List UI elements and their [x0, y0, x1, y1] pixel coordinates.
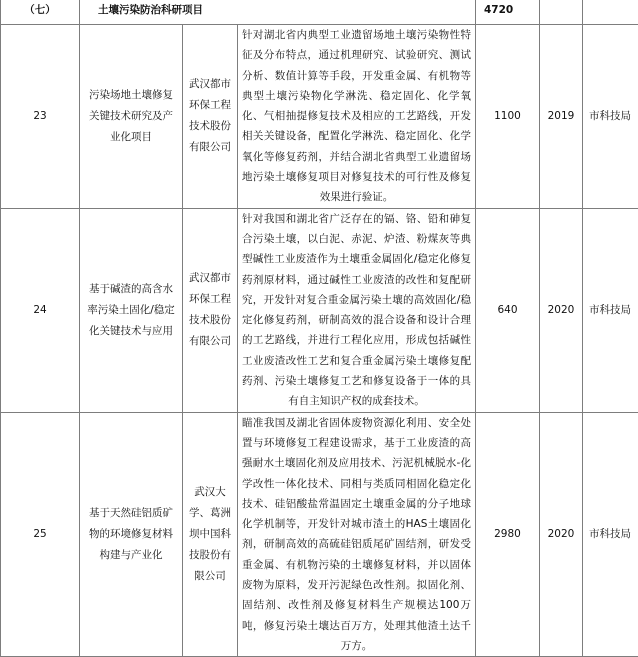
funding-amount: 2980 [476, 412, 540, 657]
table-row [1, 412, 638, 657]
section-header-row [1, 0, 638, 25]
year: 2019 [540, 25, 583, 209]
unit-name: 武汉都市环保工程技术股份有限公司 [183, 25, 238, 209]
row-index: 25 [1, 412, 80, 657]
project-content: 瞄准我国及湖北省固体废物资源化利用、安全处置与环境修复工程建设需求，基于工业废渣的高强耐水土壤固化剂及应用技术、污泥机械脱水-化学改性一体化技术、同相与类质同相固化稳定化技术、硅铝酸盐常温固定土壤重金属的分子地球化学机制等，开发针对城市渣土的HAS土壤固化剂，研制高效的高硫硅铝质尾矿固结剂，研发受重金属、有机物污染的土壤修复材料，并以固体废物为原料，发开污泥绿色改性剂。拟固化剂、固结剂、改性剂及修复材料生产规模达100万吨，修复污染土壤达百万方，处理其他渣土达千万方。 [238, 412, 476, 657]
row-index: 23 [1, 25, 80, 209]
project-content: 针对我国和湖北省广泛存在的镉、铬、铅和砷复合污染土壤，以白泥、赤泥、炉渣、粉煤灰等典型碱性工业废渣作为土壤重金属固化/稳定化修复药剂原材料，通过碱性工业废渣的改性和复配研究，开发针对复合重金属污染土壤的高效固化/稳定化修复药剂，研制高效的混合设备和设计合理的工艺路线，并进行工程化应用，形成包括碱性工业废渣改性工艺和复合重金属污染土壤修复配药剂、污染土壤修复工艺和修复设备于一体的具有自主知识产权的成套技术。 [238, 208, 476, 412]
table-row [1, 25, 638, 209]
year: 2020 [540, 208, 583, 412]
unit-name: 武汉大学、葛洲坝中国科技股份有限公司 [183, 412, 238, 657]
table-row [1, 208, 638, 412]
funding-amount: 1100 [476, 25, 540, 209]
section-title: 土壤污染防治科研项目 [80, 0, 476, 25]
funding-amount: 640 [476, 208, 540, 412]
section-empty-cell [583, 0, 638, 25]
section-total: 4720 [476, 0, 540, 25]
year: 2020 [540, 412, 583, 657]
project-name: 基于碱渣的高含水率污染土固化/稳定化关键技术与应用 [80, 208, 183, 412]
unit-name: 武汉都市环保工程技术股份有限公司 [183, 208, 238, 412]
project-name: 基于天然硅铝质矿物的环境修复材料构建与产业化 [80, 412, 183, 657]
responsible-dept: 市科技局 [583, 25, 638, 209]
responsible-dept: 市科技局 [583, 412, 638, 657]
section-empty-cell [540, 0, 583, 25]
project-content: 针对湖北省内典型工业遗留场地土壤污染物性特征及分布特点，通过机理研究、试验研究、测试分析、数值计算等手段，开发重金属、有机物等典型土壤污染物化学淋洗、稳定固化、化学氧化、气相抽提修复技术及相应的工艺路线，开发相关关键设备，配置化学淋洗、稳定固化、化学氧化等修复药剂，并结合湖北省典型工业遗留场地污染土壤修复项目对修复技术的可行性及修复效果进行验证。 [238, 25, 476, 209]
row-index: 24 [1, 208, 80, 412]
section-number: （七） [1, 0, 80, 25]
project-name: 污染场地土壤修复关键技术研究及产业化项目 [80, 25, 183, 209]
responsible-dept: 市科技局 [583, 208, 638, 412]
